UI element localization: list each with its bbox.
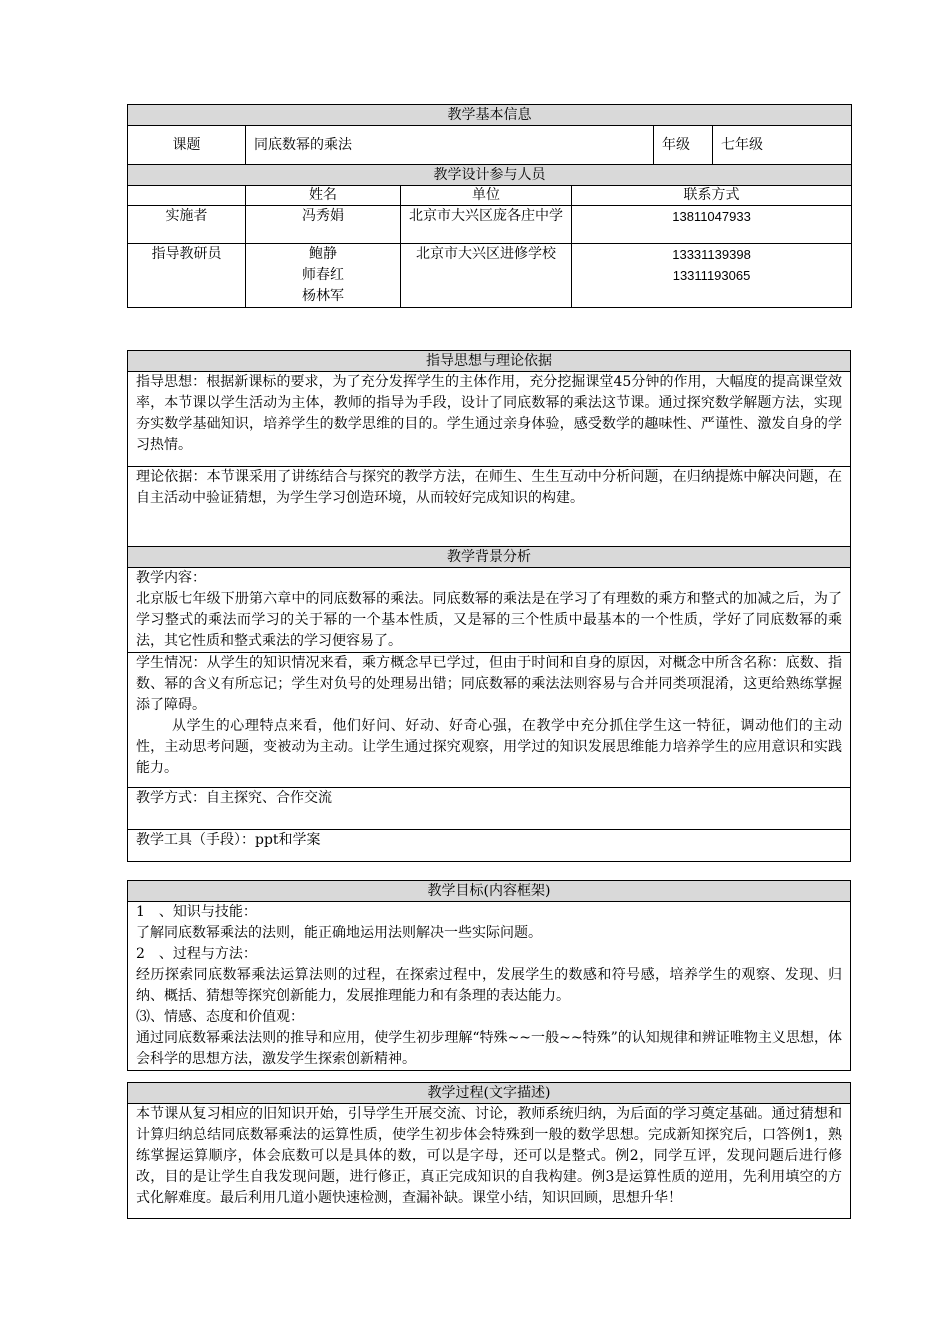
basic-info-header: 教学基本信息 <box>128 105 852 126</box>
basic-info-table <box>127 104 852 308</box>
guide-names <box>246 244 401 308</box>
guide-phone: 13331139398 <box>672 247 751 262</box>
theory-header: 指导思想与理论依据 <box>128 351 851 372</box>
implementer-unit: 北京市大兴区庞各庄中学 <box>401 206 572 244</box>
psychology-text: 从学生的心理特点来看，他们好问、好动、好奇心强，在教学中充分抓住学生这一特征，调动他们的主动性，主动思考问题，变被动为主动。让学生通过探究观察，用学过的知识发展思维能力培养学生的应用意识和实践能力。 <box>136 718 842 776</box>
col-contact: 联系方式 <box>572 186 852 206</box>
content-label: 教学内容： <box>136 570 206 586</box>
teaching-tools: 教学工具（手段）：ppt和学案 <box>128 830 851 862</box>
knowledge-title: 1 、知识与技能： <box>136 904 257 920</box>
process-header: 教学过程(文字描述) <box>128 1083 851 1104</box>
process-text: 经历探索同底数幂乘法运算法则的过程，在探索过程中，发展学生的数感和符号感，培养学生的观察、发现、归纳、概括、猜想等探究创新能力，发展推理能力和有条理的表达能力。 <box>136 967 842 1004</box>
topic-value: 同底数幂的乘法 <box>246 126 654 165</box>
col-empty <box>128 186 246 206</box>
guide-name: 鲍静 <box>309 246 337 262</box>
grade-value: 七年级 <box>713 126 852 165</box>
col-name: 姓名 <box>246 186 401 206</box>
col-unit: 单位 <box>401 186 572 206</box>
objectives-table <box>127 880 851 1071</box>
background-header: 教学背景分析 <box>128 547 851 568</box>
grade-label: 年级 <box>654 126 713 165</box>
teaching-content <box>128 568 851 653</box>
content-text: 北京版七年级下册第六章中的同底数幂的乘法。同底数幂的乘法是在学习了有理数的乘方和整式的加减之后，为了学习整式的乘法而学习的关于幂的一个基本性质，又是幂的三个性质中最基本的一个性质，学好了同底数幂的乘法，其它性质和整式乘法的学习便容易了。 <box>136 591 842 649</box>
implementer-name: 冯秀娟 <box>246 206 401 244</box>
theory-background-table <box>127 350 851 862</box>
guide-phones <box>572 244 852 308</box>
implementer-role: 实施者 <box>128 206 246 244</box>
participants-header: 教学设计参与人员 <box>128 165 852 186</box>
implementer-phone: 13811047933 <box>572 206 852 244</box>
student-situation <box>128 653 851 788</box>
process-table <box>127 1082 851 1219</box>
emotion-text: 通过同底数幂乘法法则的推导和应用，使学生初步理解“特殊~~一般~~特殊”的认知规律和辨证唯物主义思想，体会科学的思想方法，激发学生探索创新精神。 <box>136 1030 842 1067</box>
guide-unit: 北京市大兴区进修学校 <box>401 244 572 308</box>
process-title: 2 、过程与方法： <box>136 946 257 962</box>
process-text: 本节课从复习相应的旧知识开始，引导学生开展交流、讨论，教师系统归纳，为后面的学习奠定基础。通过猜想和计算归纳总结同底数幂乘法的运算性质，使学生初步体会特殊到一般的数学思想。完成新知探究后，口答例1，熟练掌握运算顺序，体会底数可以是具体的数，可以是字母，还可以是整式。例2，同学互评，发现问题后进行修改，目的是让学生自我发现问题，进行修正，真正完成知识的自我构建。例3是运算性质的逆用，先利用填空的方式化解难度。最后利用几道小题快速检测，查漏补缺。课堂小结，知识回顾，思想升华！ <box>128 1104 851 1219</box>
guide-name: 杨林军 <box>302 288 344 304</box>
guide-name: 师春红 <box>302 267 344 283</box>
students-text: 学生情况：从学生的知识情况来看，乘方概念早已学过，但由于时间和自身的原因，对概念中所含名称：底数、指数、幂的含义有所忘记；学生对负号的处理易出错；同底数幂的乘法法则容易与合并同类项混淆，这更给熟练掌握添了障碍。 <box>136 655 842 713</box>
teaching-method: 教学方式：自主探究、合作交流 <box>128 788 851 830</box>
guiding-thought: 指导思想：根据新课标的要求，为了充分发挥学生的主体作用，充分挖掘课堂45分钟的作用，大幅度的提高课堂效率，本节课以学生活动为主体，教师的指导为手段，设计了同底数幂的乘法这节课。通过探究数学解题方法，实现夯实数学基础知识，培养学生的数学思维的目的。学生通过亲身体验，感受数学的趣味性、严谨性、激发自身的学习热情。 <box>128 372 851 467</box>
topic-label: 课题 <box>128 126 246 165</box>
knowledge-text: 了解同底数幂乘法的法则，能正确地运用法则解决一些实际问题。 <box>136 925 542 941</box>
theoretical-basis: 理论依据：本节课采用了讲练结合与探究的教学方法，在师生、生生互动中分析问题，在归纳提炼中解决问题，在自主活动中验证猜想，为学生学习创造环境，从而较好完成知识的构建。 <box>128 467 851 547</box>
guide-role: 指导教研员 <box>128 244 246 308</box>
objectives-header: 教学目标(内容框架) <box>128 881 851 902</box>
emotion-title: ⑶、情感、态度和价值观： <box>136 1009 304 1025</box>
objectives-body <box>128 902 851 1071</box>
guide-phone: 13311193065 <box>672 268 751 283</box>
